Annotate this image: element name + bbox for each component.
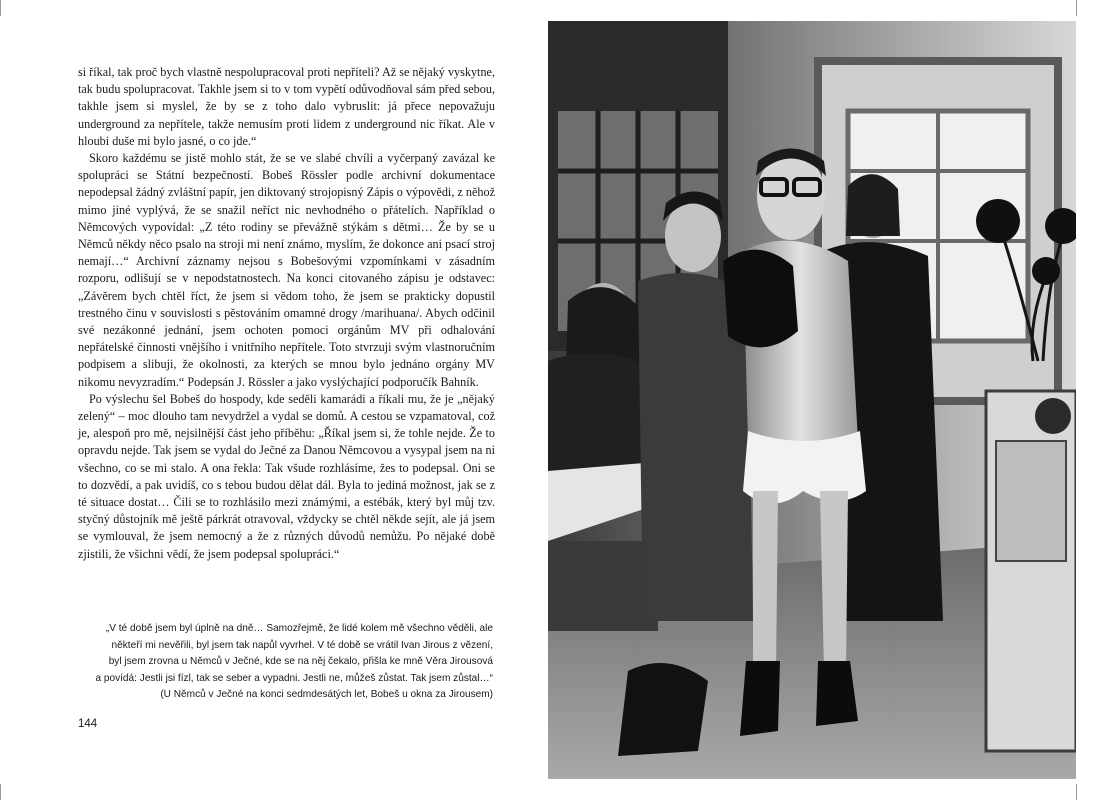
paragraph-2: Skoro každému se jistě mohlo stát, že se ve slabé chvíli a vyčerpaný zavázal ke spolupráci se Státní bezpečností. Bobeš Rössler podle archivní dokumentace nepodepsal žádný zvláštní papír, jen diktovaný strojopisný Zápis o výpovědi, z něhož mimo jiné vyplývá, že se snažil neříct nic nevhodného o přátelích. Například o Němcových vypovídal: „Z této rodiny se převážně stýkám s dětmi… Že by se u Němců někdy něco psalo na stroji mi není známo, myslím, že dokonce ani psací stroj nemají…“ Archivní záznamy nejsou s Bobešovými vzpomínkami v zásadním rozporu, odlišují se v nepodstatnostech. Na konci citovaného zápisu je odstavec: „Závěrem bych chtěl říct, že jsem si vědom toho, že jsem se prakticky dopustil trestného činu v souvislosti s pěstováním omamné drogy /marihuana/. Abych odčinil své nezákonné jednání, jsem ochoten pomoci orgánům MV při odhalování nepřátelské činnosti vnějšího i vnitřního nepřítele. Toto stvrzuji svým vlastnoručním podpisem a slibuji, že okolnosti, za kterých se mnou bylo jednáno orgány MV nikomu nevyzradím.“ Podepsán J. Rössler a jako vyslýchající podporučík Bahník. bbox=[78, 151, 495, 389]
page-number: 144 bbox=[78, 718, 98, 730]
crop-mark-bottom-right bbox=[1076, 784, 1077, 800]
photo-caption bbox=[78, 621, 493, 704]
caption-line: a povídá: Jestli jsi fízl, tak se seber a vypadni. Jestli ne, můžeš zůstat. Tak jsem zůstal…“ bbox=[95, 672, 493, 684]
caption-line: „V té době jsem byl úplně na dně… Samozřejmě, že lidé kolem mě všechno věděli, ale bbox=[105, 623, 493, 634]
photo-illustration bbox=[548, 21, 1076, 779]
body-text bbox=[78, 64, 495, 563]
kitchen-photograph bbox=[548, 21, 1076, 779]
crop-mark-top-right bbox=[1076, 0, 1077, 16]
crop-mark-top-left bbox=[0, 0, 1, 16]
paragraph-1: si říkal, tak proč bych vlastně nespolupracoval proti nepříteli? Až se nějaký vyskytne, tak budu spolupracovat. Takhle jsem si to v tom vypětí odůvodňoval sám před sebou, takhle jsem si myslel, že by se z toho dalo vybruslit: já přece nepovažuju underground za nepřítele, takže nemusím proti lidem z underground nic říkat. Ale v hloubi duše mi bylo jasné, o co jde.“ bbox=[78, 65, 495, 148]
caption-line: někteří mi nevěřili, byl jsem tak napůl vyvrhel. V té době se vrátil Ivan Jirous z vězení, bbox=[111, 639, 493, 651]
paragraph-3: Po výslechu šel Bobeš do hospody, kde seděli kamarádi a říkali mu, že je „nějaký zelený“ – moc dlouho tam nevydržel a vydal se domů. A cestou se vzpamatoval, což je, alespoň pro mě, nejsilnější část jeho příběhu: „Říkal jsem si, že tohle nejde. Že to opravdu nejde. Tak jsem se vydal do Ječné za Danou Němcovou a vysypal jsem na ni všechno, co se mi stalo. A ona řekla: Tak všude rozhlásíme, žes to podepsal. Oni se to dozvědí, a pak uvidíš, co s tebou budou dělat dál. Byla to jediná možnost, jak se z té situace dostat… Čili se to rozhlásilo mezi známými, a estébák, který byl můj tzv. styčný důstojník mě ještě párkrát otravoval, vždycky se chtěl někde sejít, ale já jsem se vymlouval, že jsem nemocný a že z různých důvodů nemůžu. Po nějaké době zjistili, že všichni vědí, že jsem podepsal spolupráci.“ bbox=[78, 391, 495, 561]
caption-line: byl jsem zrovna u Němců v Ječné, kde se na něj čekalo, přišla ke mně Věra Jirousová bbox=[108, 656, 493, 668]
caption-line: (U Němců v Ječné na konci sedmdesátých let, Bobeš u okna za Jirousem) bbox=[160, 689, 493, 701]
crop-mark-bottom-left bbox=[0, 784, 1, 800]
